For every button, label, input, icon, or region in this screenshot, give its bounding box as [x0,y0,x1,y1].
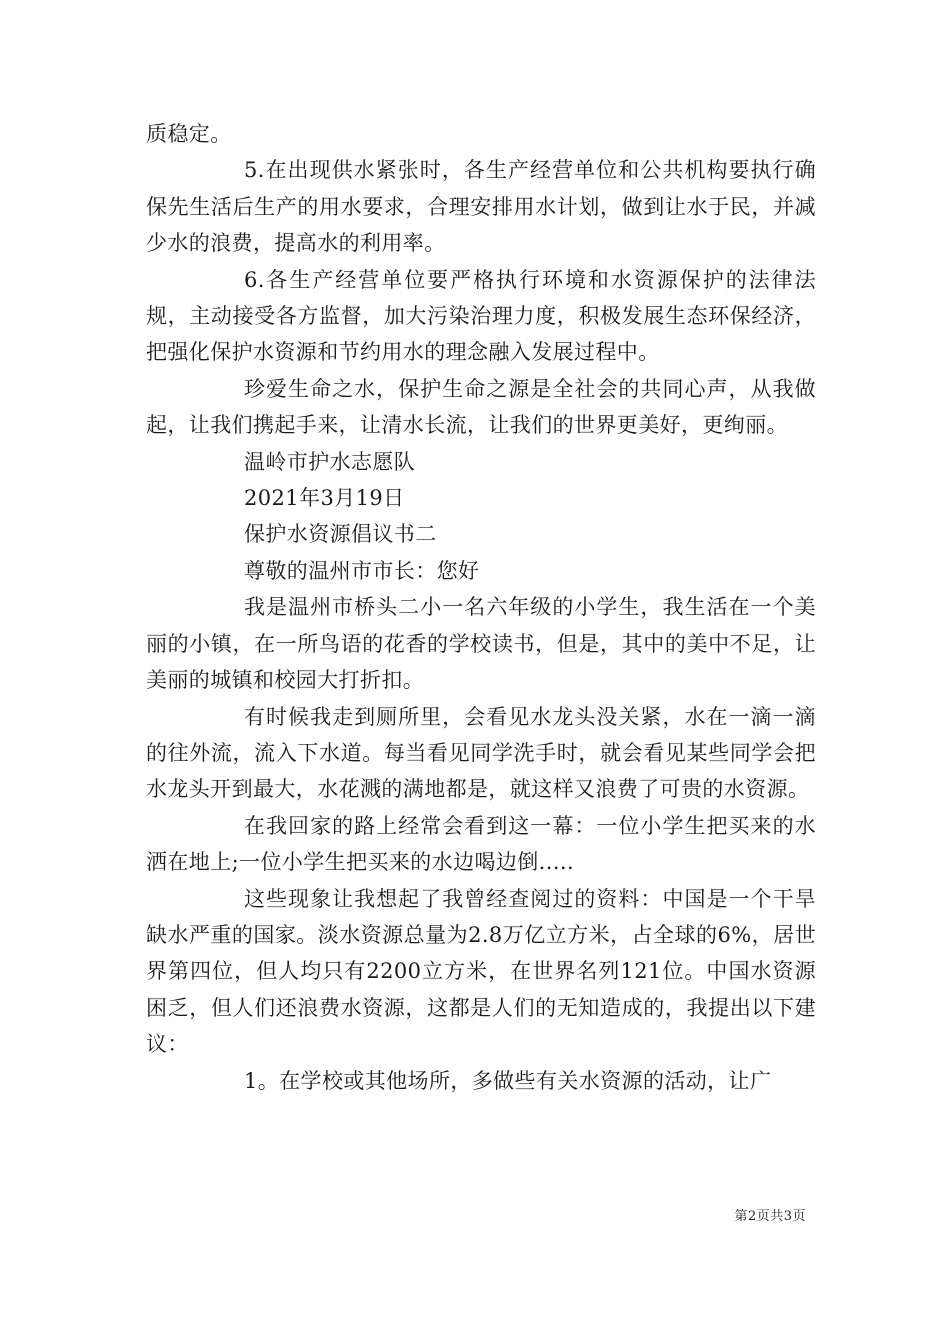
paragraph-intro: 我是温州市桥头二小一名六年级的小学生，我生活在一个美丽的小镇，在一所鸟语的花香的学校读书，但是，其中的美中不足，让美丽的城镇和校园大打折扣。 [146,595,816,693]
paragraph-closing: 珍爱生命之水，保护生命之源是全社会的共同心声，从我做起，让我们携起手来，让清水长流，让我们的世界更美好，更绚丽。 [146,376,816,438]
paragraph-facts: 这些现象让我想起了我曾经查阅过的资料：中国是一个干旱缺水严重的国家。淡水资源总量为2.8万亿立方米，占全球的6%，居世界第四位，但人均只有2200立方米，在世界名列121位。中国水资源困乏，但人们还浪费水资源，这都是人们的无知造成的，我提出以下建议： [146,886,816,1057]
paragraph-observation: 有时候我走到厕所里，会看见水龙头没关紧，水在一滴一滴的往外流，流入下水道。每当看见同学洗手时，就会看见某些同学会把水龙头开到最大，水花溅的满地都是，就这样又浪费了可贵的水资源。 [146,704,816,802]
paragraph-suggestion-1: 1。在学校或其他场所，多做些有关水资源的活动，让广 [244,1068,772,1093]
section-title: 保护水资源倡议书二 [244,522,437,547]
document-body [146,116,816,1099]
paragraph-item-5: 5.在出现供水紧张时，各生产经营单位和公共机构要执行确保先生活后生产的用水要求，合理安排用水计划，做到让水于民，并减少水的浪费，提高水的利用率。 [146,158,816,256]
signature-organization: 温岭市护水志愿队 [244,449,416,474]
paragraph-on-the-way: 在我回家的路上经常会看到这一幕：一位小学生把买来的水洒在地上;一位小学生把买来的水边喝边倒..... [146,813,816,875]
signature-date: 2021年3月19日 [244,486,405,511]
salutation: 尊敬的温州市市长：您好 [244,558,480,583]
paragraph-continuation: 质稳定。 [146,122,232,146]
paragraph-item-6: 6.各生产经营单位要严格执行环境和水资源保护的法律法规，主动接受各方监督，加大污染治理力度，积极发展生态环保经济，把强化保护水资源和节约用水的理念融入发展过程中。 [146,267,816,365]
page-indicator: 第2页共3页 [734,1209,806,1224]
